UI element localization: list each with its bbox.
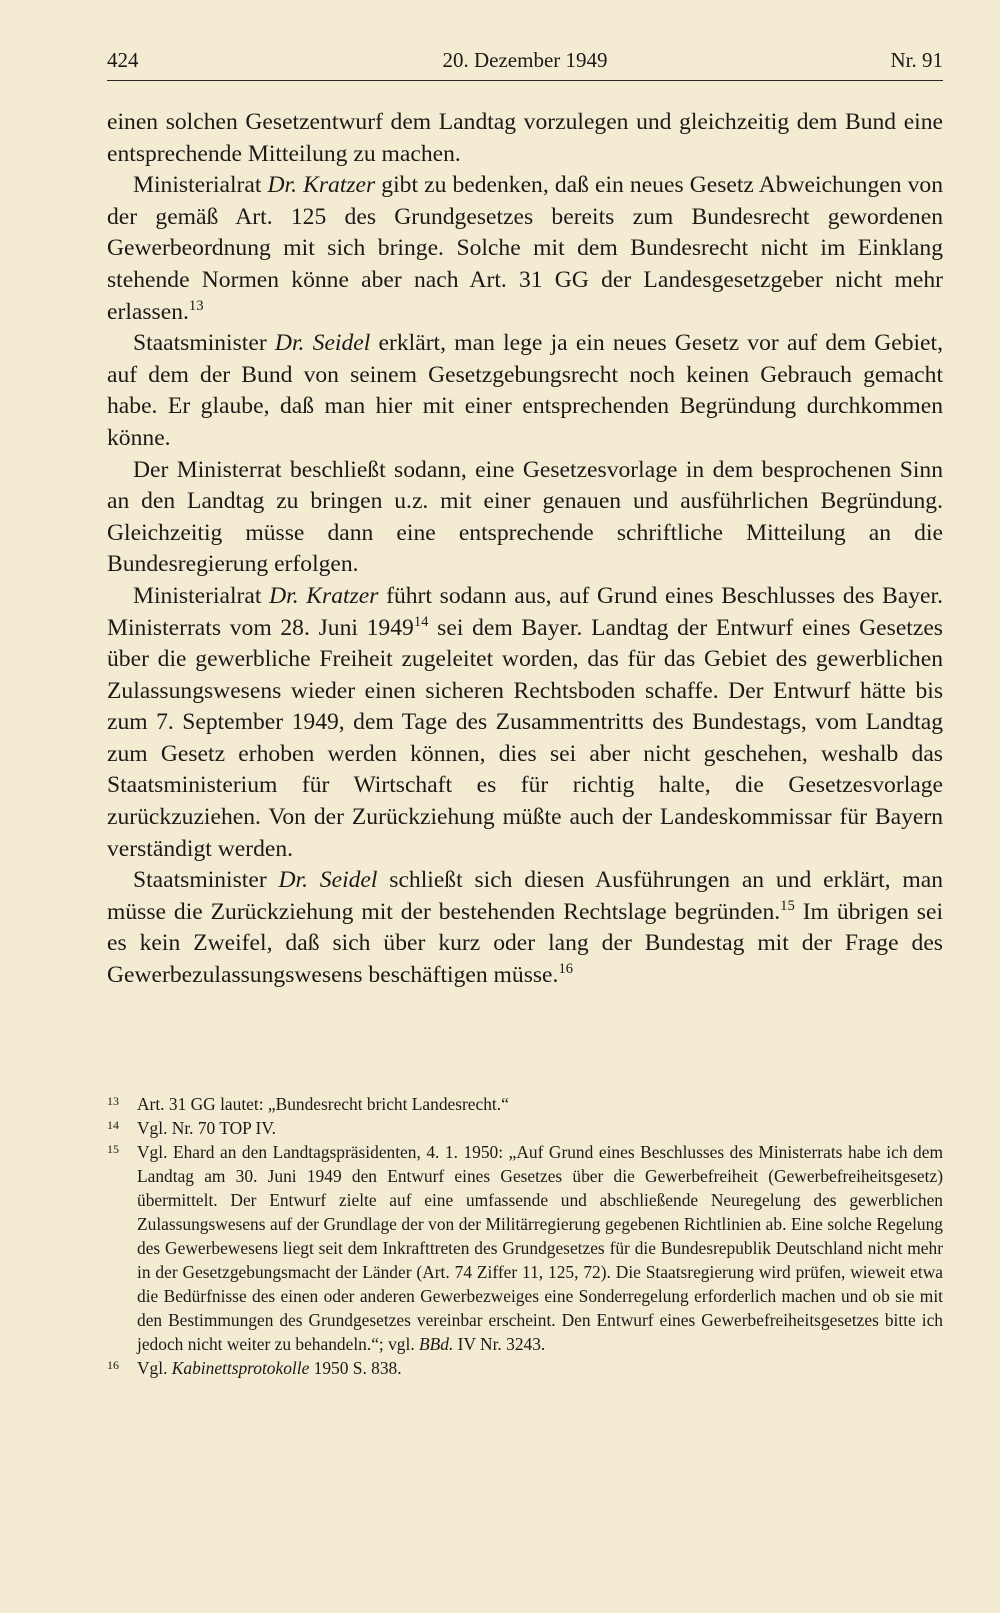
page-number: 424 — [107, 48, 139, 72]
text-run: Vgl. Ehard an den Landtagspräsidenten, 4. 1. 1950: „Auf Grund eines Beschlusses des Ministerrats habe ich dem Landtag am 30. Juni 1949 den Entwurf eines Gesetzes über die Gewerbefreiheit (Gewerbefreiheitsgesetz) übermittelt. Der Entwurf zielte auf eine umfassende und abschließende Neuregelung des gewerblichen Zulassungswesens auf der Grundlage der von der Militärregierung gegebenen Richtlinien ab. Eine solche Regelung des Gewerbewesens liegt seit dem Inkrafttreten des Grundgesetzes für die Bundesrepublik Deutschland nicht mehr in der Gesetzgebungsmacht der Länder (Art. 74 Ziffer 11, 125, 72). Die Staatsregierung wird prüfen, wieweit etwa die Bedürfnisse des einen oder anderen Gewerbezweiges eine Sonderregelung erforderlich machen und ob sie mit den Bestimmungen des Grundgesetzes vereinbar erscheint. Den Entwurf eines Gewerbefreiheitsgesetzes bitte ich jedoch nicht weiter zu behandeln.“; vgl. — [137, 1142, 943, 1354]
paragraph — [107, 581, 943, 865]
italic-name: Dr. Kratzer — [269, 582, 379, 609]
text-run: Vgl. — [137, 1358, 172, 1378]
paragraph — [107, 455, 943, 581]
paragraph — [107, 328, 943, 454]
paragraph — [107, 107, 943, 170]
paragraph — [107, 865, 943, 991]
italic-name: BBd. — [419, 1334, 454, 1354]
footnote-reference: 14 — [413, 613, 429, 630]
text-run: sei dem Bayer. Landtag der Entwurf eines Gesetzes über die gewerbliche Freiheit zugeleitet worden, das für das Gebiet des gewerblichen Zulassungswesens wieder einen sicheren Rechtsboden schaffe. Der Entwurf hätte bis zum 7. September 1949, dem Tage des Zusammentritts des Bundestags, vom Landtag zum Gesetz erhoben werden können, dies sei aber nicht geschehen, weshalb das Staatsministerium für Wirtschaft es für richtig halte, die Gesetzesvorlage zurückzuziehen. Von der Zurückziehung müßte auch der Landeskommissar für Bayern verständigt werden. — [107, 614, 943, 862]
text-run: Vgl. Nr. 70 TOP IV. — [137, 1118, 276, 1138]
text-run: führt sodann aus, auf Grund eines Beschlusses des Bayer. Ministerrats vom 28. Juni 1949 — [107, 582, 943, 641]
running-header — [107, 48, 943, 78]
footnote-number: 16 — [107, 1358, 119, 1372]
footnote-number: 14 — [107, 1118, 119, 1132]
header-rule — [107, 80, 943, 81]
footnote-reference: 15 — [780, 897, 795, 914]
text-run: Ministerialrat — [133, 172, 268, 199]
text-run: Der Ministerrat beschließt sodann, eine Gesetzesvorlage in dem besprochenen Sinn an den Landtag zu bringen u.z. mit einer genauen und ausführlichen Begründung. Gleichzeitig müsse dann eine entsprechende schriftliche Mitteilung an die Bundesregierung erfolgen. — [107, 456, 943, 578]
paragraph — [107, 170, 943, 328]
italic-name: Dr. Seidel — [278, 867, 378, 894]
italic-name: Kabinettsprotokolle — [171, 1358, 310, 1378]
footnote-number: 13 — [107, 1094, 119, 1108]
text-run: schließt sich diesen Ausführungen an und erklärt, man müsse die Zurückziehung mit der bestehenden Rechtslage begründen. — [107, 867, 943, 925]
footnote — [107, 1092, 943, 1116]
text-run: Art. 31 GG lautet: „Bundesrecht bricht Landesrecht.“ — [137, 1094, 509, 1114]
main-text — [107, 107, 943, 992]
footnote — [107, 1116, 943, 1140]
footnotes — [107, 1092, 943, 1380]
footnote-reference: 16 — [558, 960, 574, 977]
text-run: einen solchen Gesetzentwurf dem Landtag vorzulegen und gleichzeitig dem Bund eine entsprechende Mitteilung zu machen. — [107, 109, 943, 167]
text-run: IV Nr. 3243. — [453, 1334, 546, 1354]
text-run: erklärt, man lege ja ein neues Gesetz vor auf dem Gebiet, auf dem der Bund von seinem Gesetzgebungsrecht noch keinen Gebrauch gemacht habe. Er glaube, daß man hier mit einer entsprechenden Begründung durchkommen könne. — [107, 330, 943, 451]
text-run: Staatsminister — [133, 330, 275, 357]
document-number: Nr. 91 — [890, 48, 943, 72]
footnote — [107, 1356, 943, 1380]
footnote-number: 15 — [107, 1142, 119, 1156]
text-run: Ministerialrat — [133, 582, 270, 609]
italic-name: Dr. Kratzer — [267, 172, 376, 199]
italic-name: Dr. Seidel — [274, 330, 371, 357]
text-run: gibt zu bedenken, daß ein neues Gesetz Abweichungen von der gemäß Art. 125 des Grundgesetzes bereits zum Bundesrecht gewordenen Gewerbeordnung mit sich bringe. Solche mit dem Bundesrecht nicht im Einklang stehende Normen könne aber nach Art. 31 GG der Landesgesetzgeber nicht mehr erlassen. — [107, 172, 943, 325]
text-run: Im übrigen sei es kein Zweifel, daß sich über kurz oder lang der Bundestag mit der Frage des Gewerbezulassungswesens beschäftigen müsse. — [107, 898, 944, 989]
footnote-reference: 13 — [188, 297, 204, 314]
text-run: 1950 S. 838. — [309, 1358, 402, 1378]
header-date: 20. Dezember 1949 — [442, 48, 608, 72]
footnote — [107, 1140, 943, 1356]
text-run: Staatsminister — [133, 867, 279, 894]
